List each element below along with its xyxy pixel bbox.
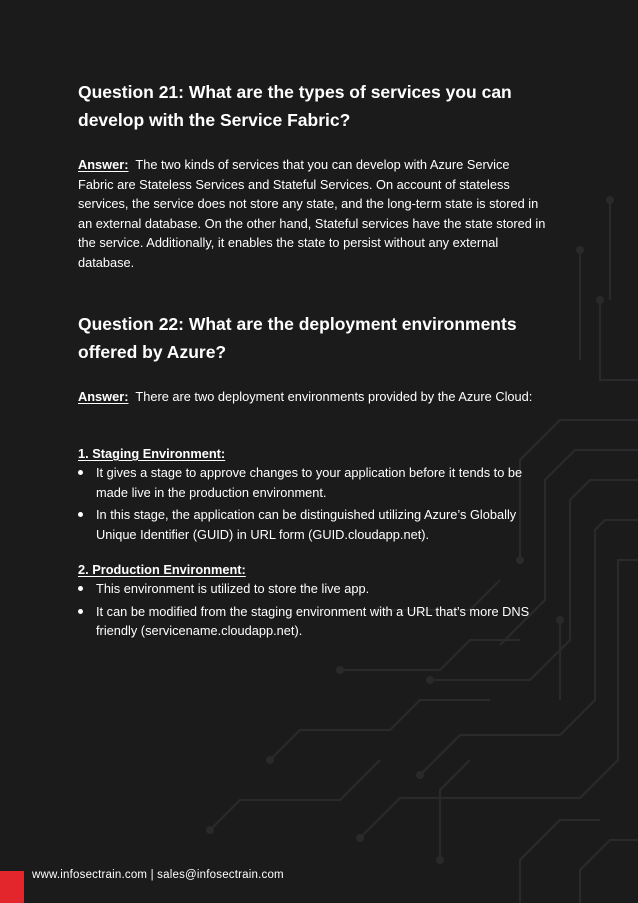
list-item-text: It can be modified from the staging environment with a URL that’s more DNS friendly (servicename.cloudapp.net). bbox=[96, 603, 530, 638]
list-item bbox=[78, 579, 550, 599]
list-item-text: In this stage, the application can be distinguished utilizing Azure’s Globally Unique Identifier (GUID) in URL form (GUID.cloudapp.net). bbox=[96, 507, 517, 542]
question-21-title: Question 21: What are the types of services you can develop with the Service Fabric? bbox=[78, 82, 512, 130]
question-21-answer bbox=[78, 155, 548, 272]
answer-text: The two kinds of services that you can develop with Azure Service Fabric are Stateless Services and Stateful Services. On account of stateless services, the service does not store any state, and the long-term state is stored in an external database. On the other hand, Stateful services have the state stored in the service. Additionally, it enables the state to persist without any external database. bbox=[78, 157, 546, 270]
list-item-text: This environment is utilized to store the live app. bbox=[96, 581, 370, 596]
list-item-text: It gives a stage to approve changes to your application before it tends to be made live in the production environment. bbox=[96, 465, 523, 500]
production-environment-list bbox=[78, 579, 550, 644]
bullet-icon bbox=[78, 609, 83, 614]
question-22-answer bbox=[78, 387, 548, 407]
staging-environment-heading: 1. Staging Environment: bbox=[78, 446, 226, 461]
staging-environment-list bbox=[78, 463, 550, 547]
production-environment-heading: 2. Production Environment: bbox=[78, 562, 246, 577]
question-22-title: Question 22: What are the deployment environments offered by Azure? bbox=[78, 314, 517, 362]
footer-accent-bar bbox=[0, 871, 24, 903]
answer-text: There are two deployment environments provided by the Azure Cloud: bbox=[135, 389, 533, 404]
answer-label: Answer: bbox=[78, 157, 129, 172]
bullet-icon bbox=[78, 586, 83, 591]
footer-contact: www.infosectrain.com | sales@infosectrain.com bbox=[32, 869, 284, 881]
bullet-icon bbox=[78, 470, 83, 475]
bullet-icon bbox=[78, 512, 83, 517]
list-item bbox=[78, 463, 550, 502]
list-item bbox=[78, 505, 550, 544]
answer-label: Answer: bbox=[78, 389, 129, 404]
list-item bbox=[78, 602, 550, 641]
